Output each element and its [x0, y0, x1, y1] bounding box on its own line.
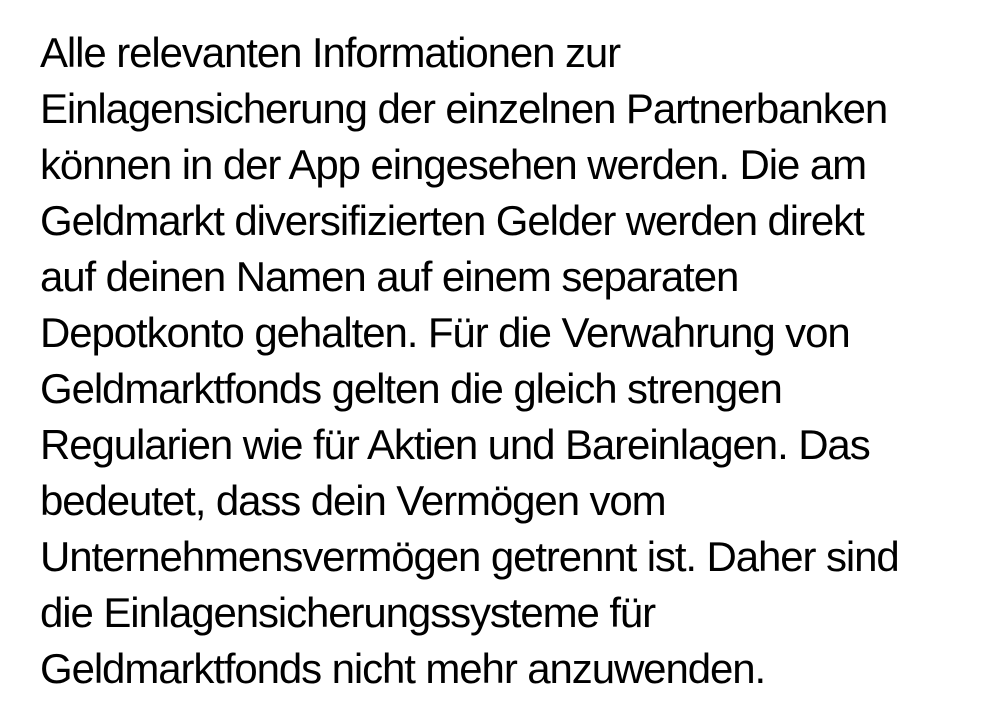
text-line: bedeutet, dass dein Vermögen vom: [40, 477, 666, 524]
text-line: Alle relevanten Informationen zur: [40, 29, 621, 76]
text-line: Geldmarkt diversifizierten Gelder werden direkt: [40, 197, 864, 244]
text-line: Geldmarktfonds nicht mehr anzuwenden.: [40, 645, 766, 692]
text-line: Depotkonto gehalten. Für die Verwahrung von: [40, 309, 850, 356]
text-line: können in der App eingesehen werden. Die am: [40, 141, 866, 188]
text-line: Regularien wie für Aktien und Bareinlagen. Das: [40, 421, 870, 468]
text-line: die Einlagensicherungssysteme für: [40, 589, 656, 636]
text-line: Unternehmensvermögen getrennt ist. Daher sind: [40, 533, 899, 580]
faq-paragraph: [40, 25, 1000, 697]
text-line: auf deinen Namen auf einem separaten: [40, 253, 739, 300]
text-line: Geldmarktfonds gelten die gleich strengen: [40, 365, 782, 412]
text-line: Einlagensicherung der einzelnen Partnerbanken: [40, 85, 888, 132]
